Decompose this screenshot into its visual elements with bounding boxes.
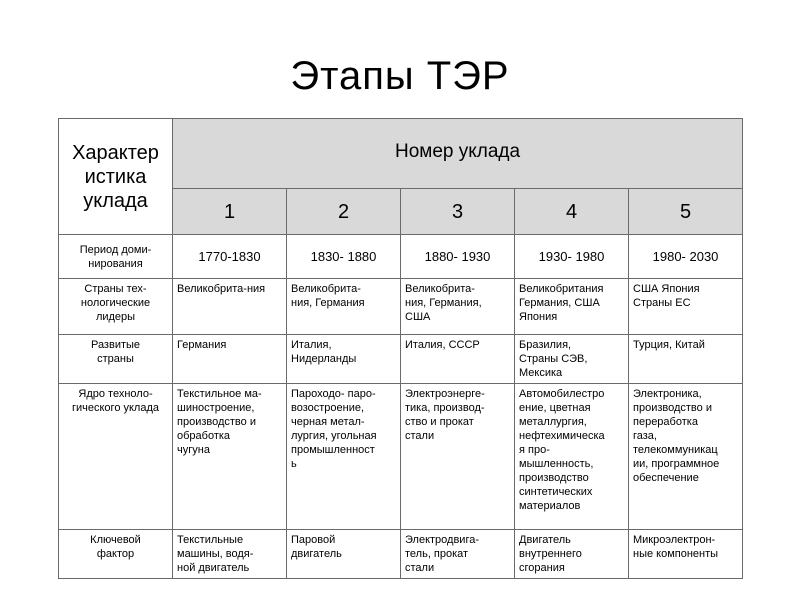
table-row [59, 335, 743, 384]
table-cell: Италия, Нидерланды [287, 335, 401, 384]
corner-header: Характер истика уклада [59, 119, 173, 235]
table-cell: Электроэнерге- тика, производ- ство и прокат стали [401, 384, 515, 530]
table-cell: 1830- 1880 [287, 235, 401, 279]
table-cell: 1980- 2030 [629, 235, 743, 279]
table-cell: Бразилия, Страны СЭВ, Мексика [515, 335, 629, 384]
stages-table [58, 118, 743, 579]
table-cell: Электродвига- тель, прокат стали [401, 530, 515, 579]
table-cell: Италия, СССР [401, 335, 515, 384]
table-cell: Германия [173, 335, 287, 384]
table-cell: Турция, Китай [629, 335, 743, 384]
row-label-developed: Развитые страны [59, 335, 173, 384]
table-row [59, 384, 743, 530]
table-cell: Великобрита-ния [173, 279, 287, 335]
table-cell: 1770-1830 [173, 235, 287, 279]
row-label-key-factor: Ключевой фактор [59, 530, 173, 579]
page-title: Этапы ТЭР [290, 54, 510, 98]
table-cell: 1880- 1930 [401, 235, 515, 279]
column-number-5: 5 [629, 189, 743, 235]
table-row [59, 235, 743, 279]
table-cell: Великобрита- ния, Германия [287, 279, 401, 335]
table-cell: Текстильное ма- шиностроение, производство и обработка чугуна [173, 384, 287, 530]
table-cell: Автомобилестро ение, цветная металлургия, нефтехимическа я про- мышленность, производство синтетических материалов [515, 384, 629, 530]
table-cell: США Япония Страны ЕС [629, 279, 743, 335]
column-number-1: 1 [173, 189, 287, 235]
table-row [59, 530, 743, 579]
table-row [59, 279, 743, 335]
group-header: Номер уклада [173, 119, 743, 189]
table-cell: Двигатель внутреннего сгорания [515, 530, 629, 579]
row-label-core: Ядро техноло- гического уклада [59, 384, 173, 530]
column-number-2: 2 [287, 189, 401, 235]
column-number-3: 3 [401, 189, 515, 235]
table-cell: Пароходо- паро- возостроение, черная метал- лургия, угольная промышленност ь [287, 384, 401, 530]
table-cell: Микроэлектрон- ные компоненты [629, 530, 743, 579]
table-cell: Текстильные машины, водя- ной двигатель [173, 530, 287, 579]
table-cell: Великобритания Германия, США Япония [515, 279, 629, 335]
row-label-period: Период доми- нирования [59, 235, 173, 279]
table-cell: 1930- 1980 [515, 235, 629, 279]
row-label-leaders: Страны тех- нологические лидеры [59, 279, 173, 335]
table-cell: Электроника, производство и переработка газа, телекоммуникац ии, программное обеспечение [629, 384, 743, 530]
table-cell: Великобрита- ния, Германия, США [401, 279, 515, 335]
table-cell: Паровой двигатель [287, 530, 401, 579]
column-number-4: 4 [515, 189, 629, 235]
